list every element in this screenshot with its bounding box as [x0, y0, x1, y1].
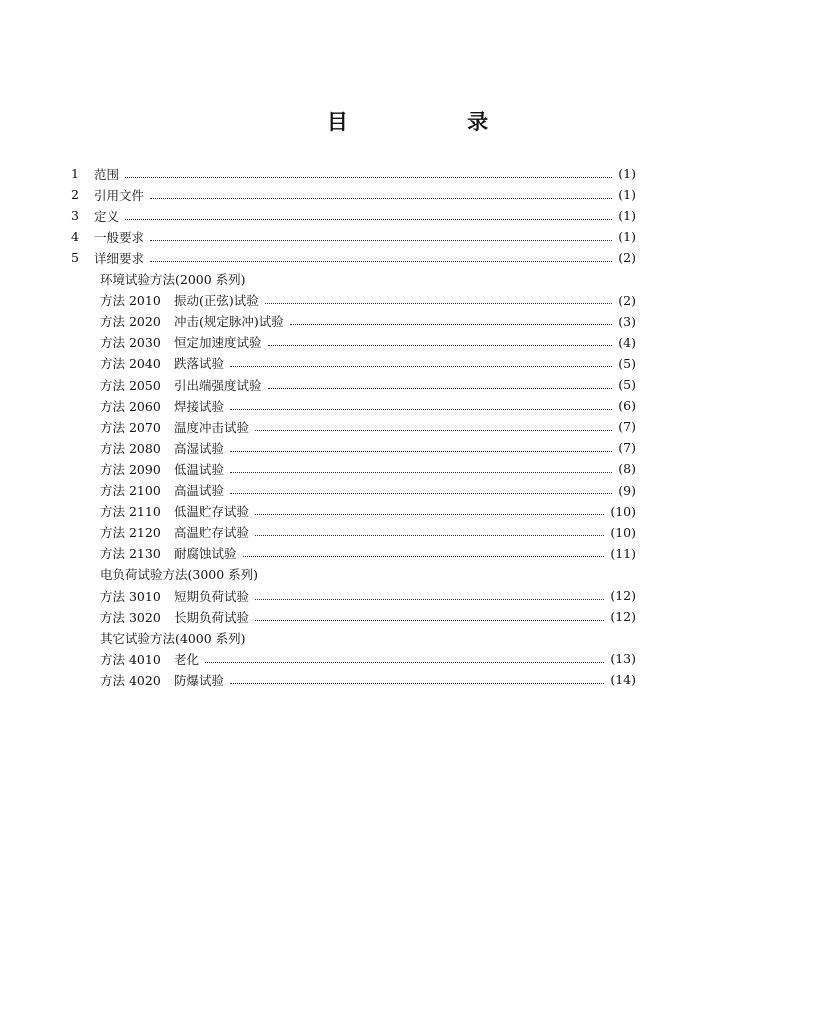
- toc-method-page: (3): [618, 313, 636, 329]
- toc-method-entry[interactable]: [0, 458, 636, 479]
- toc-entry[interactable]: [0, 184, 636, 205]
- leader-dots: [230, 682, 604, 684]
- toc-method-number: 方法 2060: [100, 398, 161, 414]
- leader-dots: [255, 513, 604, 515]
- toc-method-page: (7): [618, 419, 636, 435]
- page-title: 目 录: [326, 109, 545, 134]
- toc-method-number: 方法 2130: [100, 546, 161, 562]
- toc-section-heading: 电负荷试验方法(3000 系列): [100, 567, 259, 583]
- toc-method-label: 焊接试验: [174, 398, 225, 414]
- leader-dots: [230, 365, 612, 367]
- toc-method-label: 冲击(规定脉冲)试验: [174, 314, 284, 330]
- toc-method-label: 低温试验: [174, 461, 225, 477]
- toc-entry-page: (1): [618, 208, 636, 224]
- toc-method-entry[interactable]: [0, 353, 636, 374]
- toc-method-entry[interactable]: [0, 669, 636, 690]
- toc-method-label: 高温贮存试验: [174, 525, 250, 541]
- toc-method-label: 高温试验: [174, 483, 225, 498]
- toc-entry-page: (2): [618, 250, 636, 266]
- toc-entry[interactable]: [0, 205, 636, 226]
- toc-entry-label: 引用文件: [94, 187, 145, 203]
- toc-method-page: (9): [618, 482, 636, 498]
- toc-method-entry[interactable]: [0, 480, 636, 501]
- leader-dots: [265, 302, 613, 304]
- leader-dots: [255, 534, 604, 536]
- toc-method-entry[interactable]: [0, 416, 636, 437]
- toc-method-entry[interactable]: [0, 290, 636, 311]
- toc-method-page: (12): [610, 609, 636, 625]
- leader-dots: [255, 429, 612, 431]
- leader-dots: [255, 598, 604, 600]
- toc-method-entry[interactable]: [0, 437, 636, 458]
- toc-entry-page: (1): [618, 229, 636, 245]
- toc-method-label: 引出端强度试验: [174, 377, 262, 393]
- toc-entry[interactable]: [0, 226, 636, 247]
- toc-method-label: 耐腐蚀试验: [174, 546, 237, 562]
- leader-dots: [230, 471, 612, 473]
- toc-method-number: 方法 2100: [100, 483, 161, 498]
- leader-dots: [255, 619, 604, 621]
- leader-dots: [243, 555, 605, 557]
- toc-method-number: 方法 4010: [100, 651, 161, 667]
- leader-dots: [125, 176, 612, 178]
- toc-method-page: (4): [618, 334, 636, 350]
- toc-method-label: 温度冲击试验: [174, 419, 250, 435]
- toc-entry-number: 4: [71, 229, 79, 245]
- toc-method-page: (12): [610, 588, 636, 603]
- leader-dots: [125, 218, 612, 220]
- leader-dots: [290, 323, 613, 325]
- toc-method-entry[interactable]: [0, 585, 636, 606]
- leader-dots: [230, 408, 612, 410]
- toc-method-label: 振动(正弦)试验: [174, 293, 259, 309]
- toc-method-entry[interactable]: [0, 311, 636, 332]
- toc-method-entry[interactable]: [0, 501, 636, 522]
- toc-method-label: 高湿试验: [174, 440, 225, 456]
- toc-method-label: 长期负荷试验: [174, 609, 250, 625]
- toc-method-number: 方法 2080: [100, 440, 161, 456]
- toc-method-entry[interactable]: [0, 395, 636, 416]
- toc-section-heading: 环境试验方法(2000 系列): [100, 272, 246, 287]
- toc-entry-number: 5: [71, 250, 79, 266]
- toc-entry-page: (1): [618, 166, 636, 181]
- toc-method-page: (6): [618, 398, 636, 414]
- toc-method-entry[interactable]: [0, 332, 636, 353]
- toc-method-page: (11): [610, 545, 636, 561]
- toc-method-page: (8): [618, 461, 636, 477]
- toc-method-number: 方法 2030: [100, 335, 161, 351]
- leader-dots: [205, 661, 604, 663]
- toc-method-page: (5): [618, 377, 636, 392]
- toc-entry-label: 一般要求: [94, 229, 145, 245]
- toc-method-label: 低温贮存试验: [174, 504, 250, 520]
- toc-method-number: 方法 4020: [100, 672, 161, 688]
- toc-method-number: 方法 2010: [100, 293, 161, 309]
- toc-method-number: 方法 3020: [100, 609, 161, 625]
- toc-method-entry[interactable]: [0, 648, 636, 669]
- toc-method-entry[interactable]: [0, 543, 636, 564]
- toc-method-number: 方法 2050: [100, 377, 161, 393]
- leader-dots: [230, 450, 612, 452]
- toc-method-label: 老化: [174, 651, 200, 667]
- toc-method-number: 方法 3010: [100, 588, 161, 604]
- toc-method-label: 跌落试验: [174, 356, 225, 372]
- toc-method-page: (5): [618, 355, 636, 371]
- toc-section-heading: 其它试验方法(4000 系列): [100, 630, 246, 646]
- toc-method-number: 方法 2020: [100, 314, 161, 330]
- leader-dots: [150, 197, 612, 199]
- toc-method-page: (14): [610, 672, 636, 688]
- toc-entry-page: (1): [618, 187, 636, 203]
- toc-method-page: (7): [618, 440, 636, 456]
- toc-method-entry[interactable]: [0, 606, 636, 627]
- toc-entry-number: 2: [71, 187, 79, 203]
- toc-entry[interactable]: [0, 163, 636, 184]
- toc-method-number: 方法 2040: [100, 356, 161, 372]
- toc-method-label: 防爆试验: [174, 672, 225, 688]
- leader-dots: [230, 492, 612, 494]
- toc-entry-number: 3: [71, 208, 79, 224]
- toc-method-entry[interactable]: [0, 374, 636, 395]
- toc-method-number: 方法 2120: [100, 525, 161, 541]
- toc-method-entry[interactable]: [0, 522, 636, 543]
- leader-dots: [150, 239, 612, 241]
- toc-method-number: 方法 2110: [100, 504, 161, 520]
- toc-method-page: (10): [610, 524, 636, 540]
- toc-entry-label: 范围: [94, 166, 120, 182]
- toc-entry[interactable]: [0, 247, 636, 268]
- toc-method-page: (10): [610, 503, 636, 519]
- toc-method-number: 方法 2070: [100, 419, 161, 435]
- leader-dots: [268, 387, 613, 389]
- toc-method-number: 方法 2090: [100, 461, 161, 477]
- toc-entry-number: 1: [71, 166, 79, 181]
- toc-method-page: (2): [618, 292, 636, 308]
- toc-entry-label: 定义: [94, 208, 120, 224]
- toc-method-page: (13): [610, 651, 636, 667]
- leader-dots: [150, 260, 612, 262]
- leader-dots: [268, 344, 613, 346]
- toc-method-label: 恒定加速度试验: [174, 335, 262, 351]
- toc-entry-label: 详细要求: [94, 250, 145, 266]
- toc-method-label: 短期负荷试验: [174, 588, 250, 604]
